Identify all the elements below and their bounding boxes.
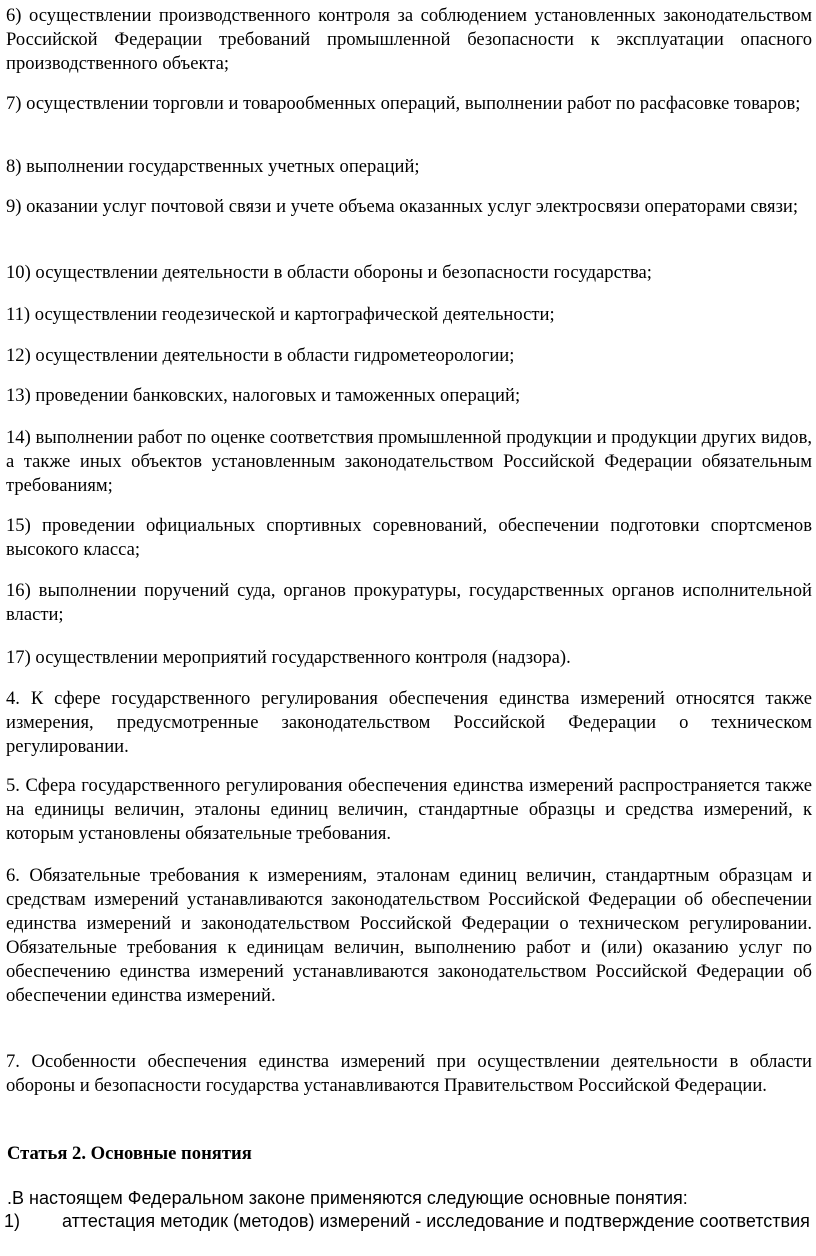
paragraph-item-17: 17) осуществлении мероприятий государственного контроля (надзора). (6, 647, 571, 668)
paragraph-item-11: 11) осуществлении геодезической и картографической деятельности; (6, 304, 555, 325)
definition-item-1 (4, 1210, 812, 1233)
paragraph-item-7: 7) осуществлении торговли и товарообменных операций, выполнении работ по расфасовке товаров; (6, 93, 801, 114)
paragraph-item-15: 15) проведении официальных спортивных соревнований, обеспечении подготовки спортсменов высокого класса; (6, 515, 812, 560)
paragraph-point-5: 5. Сфера государственного регулирования обеспечения единства измерений распространяется также на единицы величин, эталоны единиц величин, стандартные образцы и средства измерений, к которым установлены обязательные требования. (6, 775, 812, 844)
definition-text: аттестация методик (методов) измерений - исследование и подтверждение соответствия (62, 1211, 810, 1231)
paragraph-item-13: 13) проведении банковских, налоговых и таможенных операций; (6, 385, 521, 406)
paragraph-item-14: 14) выполнении работ по оценке соответствия промышленной продукции и продукции других видов, а также иных объектов установленным законодательством Российской Федерации обязательным требованиям; (6, 427, 812, 496)
paragraph-item-6: 6) осуществлении производственного контроля за соблюдением установленных законодательством Российской Федерации требований промышленной безопасности к эксплуатации опасного производственного объекта; (6, 5, 812, 74)
paragraph-item-16: 16) выполнении поручений суда, органов прокуратуры, государственных органов исполнительной власти; (6, 580, 812, 625)
paragraph-item-10: 10) осуществлении деятельности в области обороны и безопасности государства; (6, 262, 652, 283)
paragraph-point-6: 6. Обязательные требования к измерениям, эталонам единиц величин, стандартным образцам и средствам измерений устанавливаются законодательством Российской Федерации об обеспечении единства измерений и законодательством Российской Федерации о техническом регулировании. Обязательные требования к единицам величин, выполнению работ и (или) оказанию услуг по обеспечению единства измерений устанавливаются законодательством Российской Федерации об обеспечении единства измерений. (6, 865, 812, 1006)
paragraph-point-4: 4. К сфере государственного регулирования обеспечения единства измерений относятся также измерения, предусмотренные законодательством Российской Федерации о техническом регулировании. (6, 688, 812, 757)
paragraph-point-7: 7. Особенности обеспечения единства измерений при осуществлении деятельности в области обороны и безопасности государства устанавливаются Правительством Российской Федерации. (6, 1051, 812, 1096)
definition-number: 1) (4, 1211, 21, 1231)
paragraph-item-12: 12) осуществлении деятельности в области гидрометеорологии; (6, 345, 515, 366)
paragraph-item-8: 8) выполнении государственных учетных операций; (6, 156, 420, 177)
article-heading: Статья 2. Основные понятия (7, 1143, 252, 1164)
paragraph-item-9: 9) оказании услуг почтовой связи и учете объема оказанных услуг электросвязи операторами связи; (6, 196, 799, 217)
article-intro: .В настоящем Федеральном законе применяются следующие основные понятия: (7, 1188, 688, 1208)
